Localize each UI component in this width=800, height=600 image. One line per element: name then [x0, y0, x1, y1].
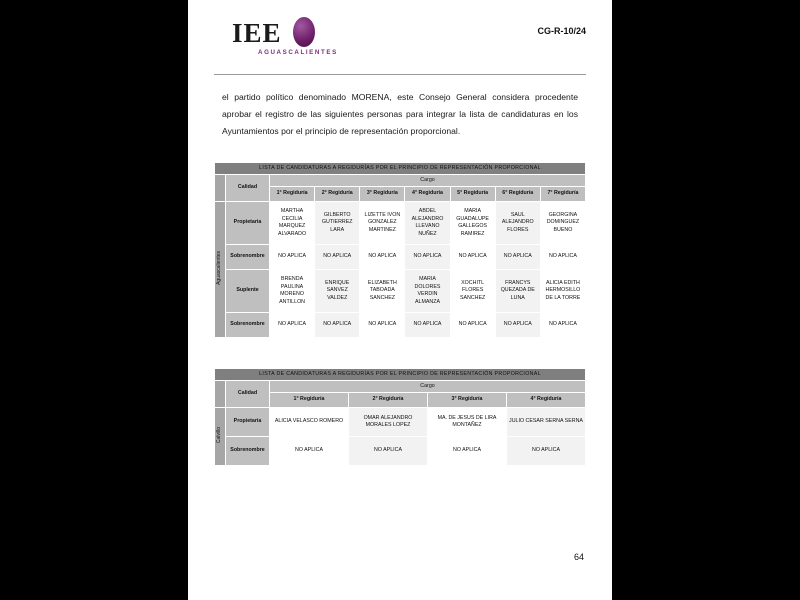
table-cell: NO APLICA [540, 245, 585, 270]
table-cell: BRENDA PAULINA MORENO ANTILLON [270, 270, 315, 313]
table-cell: JULIO CESAR SERNA SERNA [507, 408, 586, 437]
table-cell: FRANCYS QUEZADA DE LUNA [495, 270, 540, 313]
table1-row2-calidad: Suplente [226, 270, 270, 313]
table-cell: XOCHITL FLORES SANCHEZ [450, 270, 495, 313]
table-cell: NO APLICA [495, 313, 540, 338]
table2-title: LISTA DE CANDIDATURAS A REGIDURÍAS POR EL PRINCIPIO DE REPRESENTACIÓN PROPORCIONAL [215, 369, 586, 381]
table1-cargo-header: Cargo [270, 175, 586, 187]
table2-col-3: 3° Regiduría [428, 393, 507, 408]
table1-calidad-header: Calidad [226, 175, 270, 202]
table-cell: NO APLICA [450, 313, 495, 338]
table-cell: NO APLICA [315, 245, 360, 270]
table2-col-2: 2° Regiduría [349, 393, 428, 408]
table1-row1-calidad: Sobrenombre [226, 245, 270, 270]
table-cell: GILBERTO GUTIERREZ LARA [315, 202, 360, 245]
table-cell: NO APLICA [405, 245, 450, 270]
table-cell: LIZETTE IVON GONZALEZ MARTINEZ [360, 202, 405, 245]
page-number: 64 [573, 552, 584, 562]
table-cell: NO APLICA [270, 313, 315, 338]
table-cell: NO APLICA [428, 437, 507, 466]
table-cell: OMAR ALEJANDRO MORALES LOPEZ [349, 408, 428, 437]
table-cell: NO APLICA [270, 437, 349, 466]
table1-col-2: 2° Regiduría [315, 187, 360, 202]
page-header [214, 12, 586, 75]
table-cell: NO APLICA [540, 313, 585, 338]
document-page [188, 0, 612, 600]
logo-sphere-icon [293, 17, 315, 47]
table-cell: NO APLICA [315, 313, 360, 338]
table2-row0-calidad: Propietaria [226, 408, 270, 437]
table-calvillo [214, 368, 586, 466]
table-cell: NO APLICA [495, 245, 540, 270]
table2-municipio-corner [215, 381, 226, 408]
table-cell: NO APLICA [360, 245, 405, 270]
table2-calidad-header: Calidad [226, 381, 270, 408]
table-cell: NO APLICA [405, 313, 450, 338]
table-cell: NO APLICA [507, 437, 586, 466]
ieea-logo [232, 16, 352, 62]
table1-municipio-corner [215, 175, 226, 202]
table1-col-5: 5° Regiduría [450, 187, 495, 202]
logo-text: IEE [232, 18, 282, 48]
table1-col-1: 1° Regiduría [270, 187, 315, 202]
table-cell: NO APLICA [270, 245, 315, 270]
document-code: CG-R-10/24 [537, 26, 586, 36]
table-cell: ENRIQUE SANVEZ VALDEZ [315, 270, 360, 313]
table-aguascalientes-block [214, 162, 586, 338]
table-cell: SAUL ALEJANDRO FLORES [495, 202, 540, 245]
table2-municipio-name [215, 408, 226, 466]
table-cell: MA. DE JESUS DE LIRA MONTAÑEZ [428, 408, 507, 437]
table1-col-6: 6° Regiduría [495, 187, 540, 202]
table1-municipio-name [215, 202, 226, 338]
table2-cargo-header: Cargo [270, 381, 586, 393]
table-cell: NO APLICA [360, 313, 405, 338]
body-paragraph: el partido político denominado MORENA, este Consejo General considera procedente aprobar el registro de las siguientes personas para integrar la lista de candidaturas en los Ayuntamientos por el principio de representación proporcional. [222, 92, 578, 136]
table1-col-4: 4° Regiduría [405, 187, 450, 202]
table1-row0-calidad: Propietaria [226, 202, 270, 245]
table1-row3-calidad: Sobrenombre [226, 313, 270, 338]
table-cell: ELIZABETH TABOADA SANCHEZ [360, 270, 405, 313]
table-cell: NO APLICA [349, 437, 428, 466]
table2-municipio-label: Calvillo [216, 426, 223, 443]
table-calvillo-block [214, 368, 586, 466]
table-cell: GEORGINA DOMINGUEZ BUENO [540, 202, 585, 245]
table1-col-7: 7° Regiduría [540, 187, 585, 202]
table2-col-4: 4° Regiduría [507, 393, 586, 408]
table-cell: ABDEL ALEJANDRO LLEVANO NUÑEZ [405, 202, 450, 245]
table-cell: ALICIA EDITH HERMOSILLO DE LA TORRE [540, 270, 585, 313]
logo-subtitle: AGUASCALIENTES [258, 49, 338, 56]
table-cell: ALICIA VELASCO ROMERO [270, 408, 349, 437]
table-cell: NO APLICA [450, 245, 495, 270]
table-aguascalientes [214, 162, 586, 338]
table1-col-3: 3° Regiduría [360, 187, 405, 202]
table2-col-1: 1° Regiduría [270, 393, 349, 408]
table-cell: MARTHA CECILIA MARQUEZ ALVARADO [270, 202, 315, 245]
table1-title: LISTA DE CANDIDATURAS A REGIDURÍAS POR EL PRINCIPIO DE REPRESENTACIÓN PROPORCIONAL [215, 163, 586, 175]
table2-row1-calidad: Sobrenombre [226, 437, 270, 466]
table-cell: MARIA DOLORES VERDIN ALMANZA [405, 270, 450, 313]
table-cell: MARIA GUADALUPE GALLEGOS RAMIREZ [450, 202, 495, 245]
table1-municipio-label: Aguascalientes [216, 250, 223, 285]
